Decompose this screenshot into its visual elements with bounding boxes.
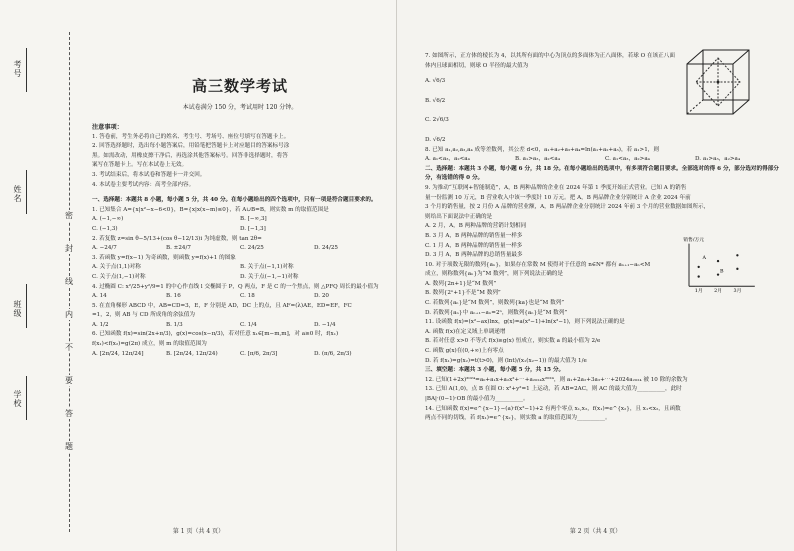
fill-question: 12. 已知(1+2x)²⁰²⁴=a₀+a₁x+a₂x²+⋯+a₂₀₂₄x²⁰²⁴，则 a₁+2a₂+3a₃+⋯+2024a₂₀₂₄ 被 10 除的余数为	[425, 376, 688, 383]
option[interactable]: B. 数列{2ⁿ+1}不是“M 数列”	[425, 290, 501, 297]
option-row	[92, 215, 388, 225]
option[interactable]: A. 14	[92, 293, 107, 300]
option-row	[92, 292, 388, 302]
chart-point	[698, 266, 700, 268]
seal-char: 封	[65, 244, 73, 253]
chart-point	[717, 260, 719, 262]
chart-point	[736, 268, 738, 270]
q9-chart	[680, 234, 758, 294]
option-row	[92, 225, 388, 235]
option[interactable]: D. 20	[314, 293, 329, 300]
option-row	[92, 244, 388, 254]
option[interactable]: C. [π/6, 2π/3]	[240, 350, 278, 357]
chart-point	[698, 275, 700, 277]
option[interactable]: D. 3 月 A，B 两种品牌的总销售量最多	[425, 252, 523, 259]
option[interactable]: D. (π/6, 2π/3)	[314, 350, 352, 357]
option-row	[425, 155, 785, 165]
class-label: 班级	[13, 300, 22, 318]
option[interactable]: A. 关于点(1,1)对称	[92, 264, 141, 271]
option[interactable]: D. √6/2	[425, 136, 446, 143]
section-heading: 二、选择题：本题共 3 小题，每小题 6 分，共 18 分。在每小题给出的选项中，有多项符合题目要求。全部选对的得 6 分，部分选对的得部分分，有选错的得 0 分。	[425, 165, 779, 182]
question-stem: 8. 已知 a₁,a₂,a₃,a₄ 成等差数列，其公差 d<0，a₁+a₂+a₃+a₄=ln(a₁+a₂+a₃)，若 a₁>1，则	[425, 146, 659, 153]
x-tick: 3月	[733, 289, 742, 294]
option[interactable]: C. 若数列{aₙ}是“M 数列”，则数列{ka}也是“M 数列”	[425, 300, 565, 307]
question-stem-cont: 3 个月的销售量，按 2 月份 A 品牌的营业额，A，B 两品牌企业分别统计 2024 年前 3 个月的营业数据如图所示，	[425, 204, 710, 211]
question-stem: 9. 为推动“互联网+智能制造”，A，B 两种品牌的企业在 2024 年第 1 季度开始正式营业。已知 A 的销售	[425, 184, 687, 191]
option[interactable]: C. 1 月 A，B 两种品牌的销售量一样多	[425, 242, 523, 249]
option[interactable]: D. 若 f(x₁)=g(x₂)=t(t>0)，则 (lnt)/(x₁(x₂−1)) 的最大值为 1/e	[425, 357, 587, 364]
question-stem-cont: =1，2，则 AB 与 CD 所成角的余弦值为	[92, 312, 195, 319]
notice-line: 案写在答题卡上。写在本试卷上无效。	[92, 162, 188, 169]
page-footer: 第 1 页（共 4 页）	[172, 528, 225, 535]
option[interactable]: A. [2π/24, 12π/24]	[92, 350, 144, 357]
question-stem: 5. 在直角梯形 ABCD 中，AB=CD=3，E，F 分别是 AD，DC 上的点，且 AF=(λ)AE，ED=EF，FC	[92, 302, 352, 309]
notice-line: 1. 答卷前，考生务必将自己的姓名、考生号、考场号、座位号填写在答题卡上。	[92, 133, 290, 140]
option[interactable]: D. 若数列{aₙ}中 aₙ₊₁−aₙ=2ⁿ，则数列{aₙ}是“M 数列”	[425, 309, 568, 316]
class-blank[interactable]	[26, 284, 27, 328]
option[interactable]: B. 若对任意 x>0 不等式 f(x)≥g(x) 恒成立，则实数 a 的最小值为 2/e	[425, 338, 601, 345]
question-stem: 4. 过椭圆 C: x²/25+y²/9=1 的中心作直线 l 交椭圆于 P，Q 两点，F 是 C 的一个焦点，则 △PFQ 周长的最小值为	[92, 283, 379, 290]
question-stem: 10. 对于项数无限的数列{aₙ}，如果存在常数 M 使得对于任意的 n∈N* 都有 aₙ₊₁−aₙ<M	[425, 261, 651, 268]
id-label: 考号	[13, 60, 22, 78]
option[interactable]: A. −24/7	[92, 245, 117, 252]
option[interactable]: A. 函数 f(x)在定义域上单调递增	[425, 328, 506, 335]
chart-point	[717, 273, 719, 275]
notice-line: 黑。如需改动，用橡皮擦干净后，再选涂其他答案标号。回答非选择题时，将答	[92, 152, 288, 159]
notice-line: 2. 回答选择题时，选出每小题答案后，用铅笔把答题卡上对应题目的答案标号涂	[92, 143, 290, 150]
option[interactable]: B. ±24/7	[166, 245, 191, 252]
question-stem: 7. 如图所示，正方体的棱长为 4，以其所有面的中心为顶点的多面体为正八面体，若球 O 在该正八面	[425, 53, 675, 59]
option[interactable]: D. 24/25	[314, 245, 338, 252]
section-heading: 一、选择题：本题共 8 小题，每小题 5 分，共 40 分。在每小题给出的四个选项中，只有一项是符合题目要求的。	[92, 197, 377, 204]
seal-char: 内	[65, 310, 73, 319]
notice-line: 3. 考试结束后，将本试卷和答题卡一并交回。	[92, 171, 206, 178]
name-label: 姓名	[13, 185, 22, 203]
seal-char: 不	[65, 343, 73, 352]
option-row	[92, 350, 388, 360]
option[interactable]: A. 2 月，A，B 两种品牌的营销计划相同	[425, 223, 527, 230]
option[interactable]: D. [−1,3]	[240, 225, 266, 232]
seal-char: 线	[65, 277, 73, 286]
x-tick: 2月	[714, 289, 723, 294]
option[interactable]: C. 关于点(1,−1)对称	[92, 273, 146, 280]
option[interactable]: C. a₁<a₃，a₂>a₄	[605, 156, 650, 163]
question-stem-cont: f(x₁)<f(x₂)=g(2π) 成立，则 m 的取值范围为	[92, 341, 207, 348]
option[interactable]: B. [−∞,3]	[240, 216, 267, 223]
option[interactable]: B. 1/3	[166, 321, 183, 328]
left-content	[92, 123, 388, 359]
fill-question: 两点不同的切线，若 f(x₁)=e^{x₂}，则实数 a 的取值范围为__________。	[425, 415, 611, 422]
question-stem: 11. 设函数 f(x)=(x²−ax)lnx，g(x)=a(x²−1)+ln(x²−1)，则下列说法正确的是	[425, 319, 625, 326]
right-page	[397, 0, 794, 551]
option[interactable]: B. 关于点(−1,1)对称	[240, 264, 294, 271]
seal-char: 题	[65, 442, 73, 451]
option[interactable]: C. (−1,3)	[92, 225, 118, 232]
option-row	[92, 263, 388, 273]
option[interactable]: C. 24/25	[240, 245, 264, 252]
page-footer: 第 2 页（共 4 页）	[569, 528, 622, 535]
exam-title: 高三数学考试	[191, 77, 288, 95]
legend-b: B	[719, 269, 724, 275]
cube-edge	[733, 50, 749, 64]
fill-question: |BA|·(0−1)·OB 的最小值为__________。	[425, 396, 529, 402]
school-label: 学校	[13, 390, 22, 408]
seal-char: 答	[65, 409, 73, 418]
option-row	[92, 321, 388, 331]
option[interactable]: B. [2π/24, 12π/24)	[166, 350, 218, 357]
name-blank[interactable]	[26, 170, 27, 214]
cube-edge	[733, 100, 749, 114]
notice-line: 4. 本试卷主要考试内容：高考全部内容。	[92, 181, 195, 188]
section-heading: 三、填空题：本题共 3 小题，每小题 5 分，共 15 分。	[425, 367, 565, 374]
option-row	[92, 273, 388, 283]
option[interactable]: B. √6/2	[425, 97, 446, 104]
fill-question: 13. 已知 A(1,0)，点 B 在圆 O: x²+y²=1 上运动，若 AB=2AC，则 AC 的最大值为__________，此时	[425, 386, 682, 393]
option[interactable]: A. (−1,−∞)	[92, 216, 124, 223]
school-blank[interactable]	[26, 376, 27, 420]
option[interactable]: A. 1/2	[92, 321, 109, 328]
chart-point	[736, 254, 738, 256]
option[interactable]: C. 函数 g(x)在(0,+∞)上有零点	[425, 348, 504, 355]
chart-title: 销售/万元	[683, 237, 705, 243]
question-stem-cont: 体内且球面相切，则球 O 半径的最大值为	[425, 62, 529, 69]
cube-front-face	[687, 64, 733, 114]
option[interactable]: B. a₁>a₃，a₂<a₄	[515, 156, 560, 163]
question-stem: 2. 若复数 z=sin θ−5/13+(cos θ−12/13)i 为纯虚数，则 tan 2θ=	[92, 235, 262, 242]
id-blank[interactable]	[26, 48, 27, 92]
fill-question: 14. 已知函数 f(x)=e^{x−1}−(a)·f(x²−1)+2 有两个零点 x₁,x₂，f(x₁)=e^{x₂}，且 x₁<x₂，且函数	[425, 405, 681, 412]
x-tick: 1月	[694, 289, 703, 294]
question-stem-cont: 成立，则称数列{aₙ}为“M 数列”，则下列说法正确的是	[425, 271, 563, 278]
question-stem: 3. 若函数 y=f(x−1) 为奇函数，则函数 y=f(x)+1 的图象	[92, 254, 236, 261]
option[interactable]: A. √6/3	[425, 78, 446, 85]
question-stem-cont: 则给出下面说法中正确的是	[425, 213, 493, 220]
option[interactable]: C. 2√6/3	[425, 117, 449, 124]
legend-a: A	[702, 256, 707, 262]
option[interactable]: B. 16	[166, 293, 181, 300]
question-stem-cont: 量一份监测 10 万元，B 营业收入中该一季度针 10 万元。把 A，B 两品牌企业分别统计 A 企业 2024 年前	[425, 194, 691, 201]
cube-octahedron-figure	[683, 44, 755, 124]
binding-margin	[0, 0, 78, 551]
option[interactable]: D. 关于点(−1,−1)对称	[240, 273, 299, 280]
cube-edge	[687, 50, 703, 64]
cube-edge	[687, 100, 703, 114]
option[interactable]: D. a₁>a₃，a₂>a₄	[695, 156, 741, 163]
option[interactable]: A. 数列{2n+1}是“M 数列”	[425, 280, 497, 287]
sphere-center	[717, 81, 720, 84]
option[interactable]: D. −1/4	[314, 321, 336, 328]
question-stem: 6. 已知函数 f(x)=sin(2x+π/3)，g(x)=cos(x−π/3)，若对任意 x₁∈[m−m,m]，对 a≥0 时，f(x₁)	[92, 331, 339, 338]
notice-title: 注意事项：	[92, 124, 123, 131]
seal-char: 密	[65, 211, 73, 220]
option[interactable]: C. 18	[240, 293, 255, 300]
option[interactable]: A. a₁<a₃，a₂<a₄	[425, 156, 470, 163]
seal-char: 要	[65, 376, 73, 385]
exam-subtitle: 本试卷满分 150 分，考试用时 120 分钟。	[182, 104, 298, 111]
question-stem: 1. 已知集合 A={x|x²−x−6<0}，B={x|x(x−m)≤0}，若 A∪B=B，则实数 m 的取值范围是	[92, 206, 329, 213]
option[interactable]: C. 1/4	[240, 321, 257, 328]
cube-back-face	[703, 50, 749, 100]
option[interactable]: B. 3 月 A，B 两种品牌的销售量一样多	[425, 232, 523, 239]
